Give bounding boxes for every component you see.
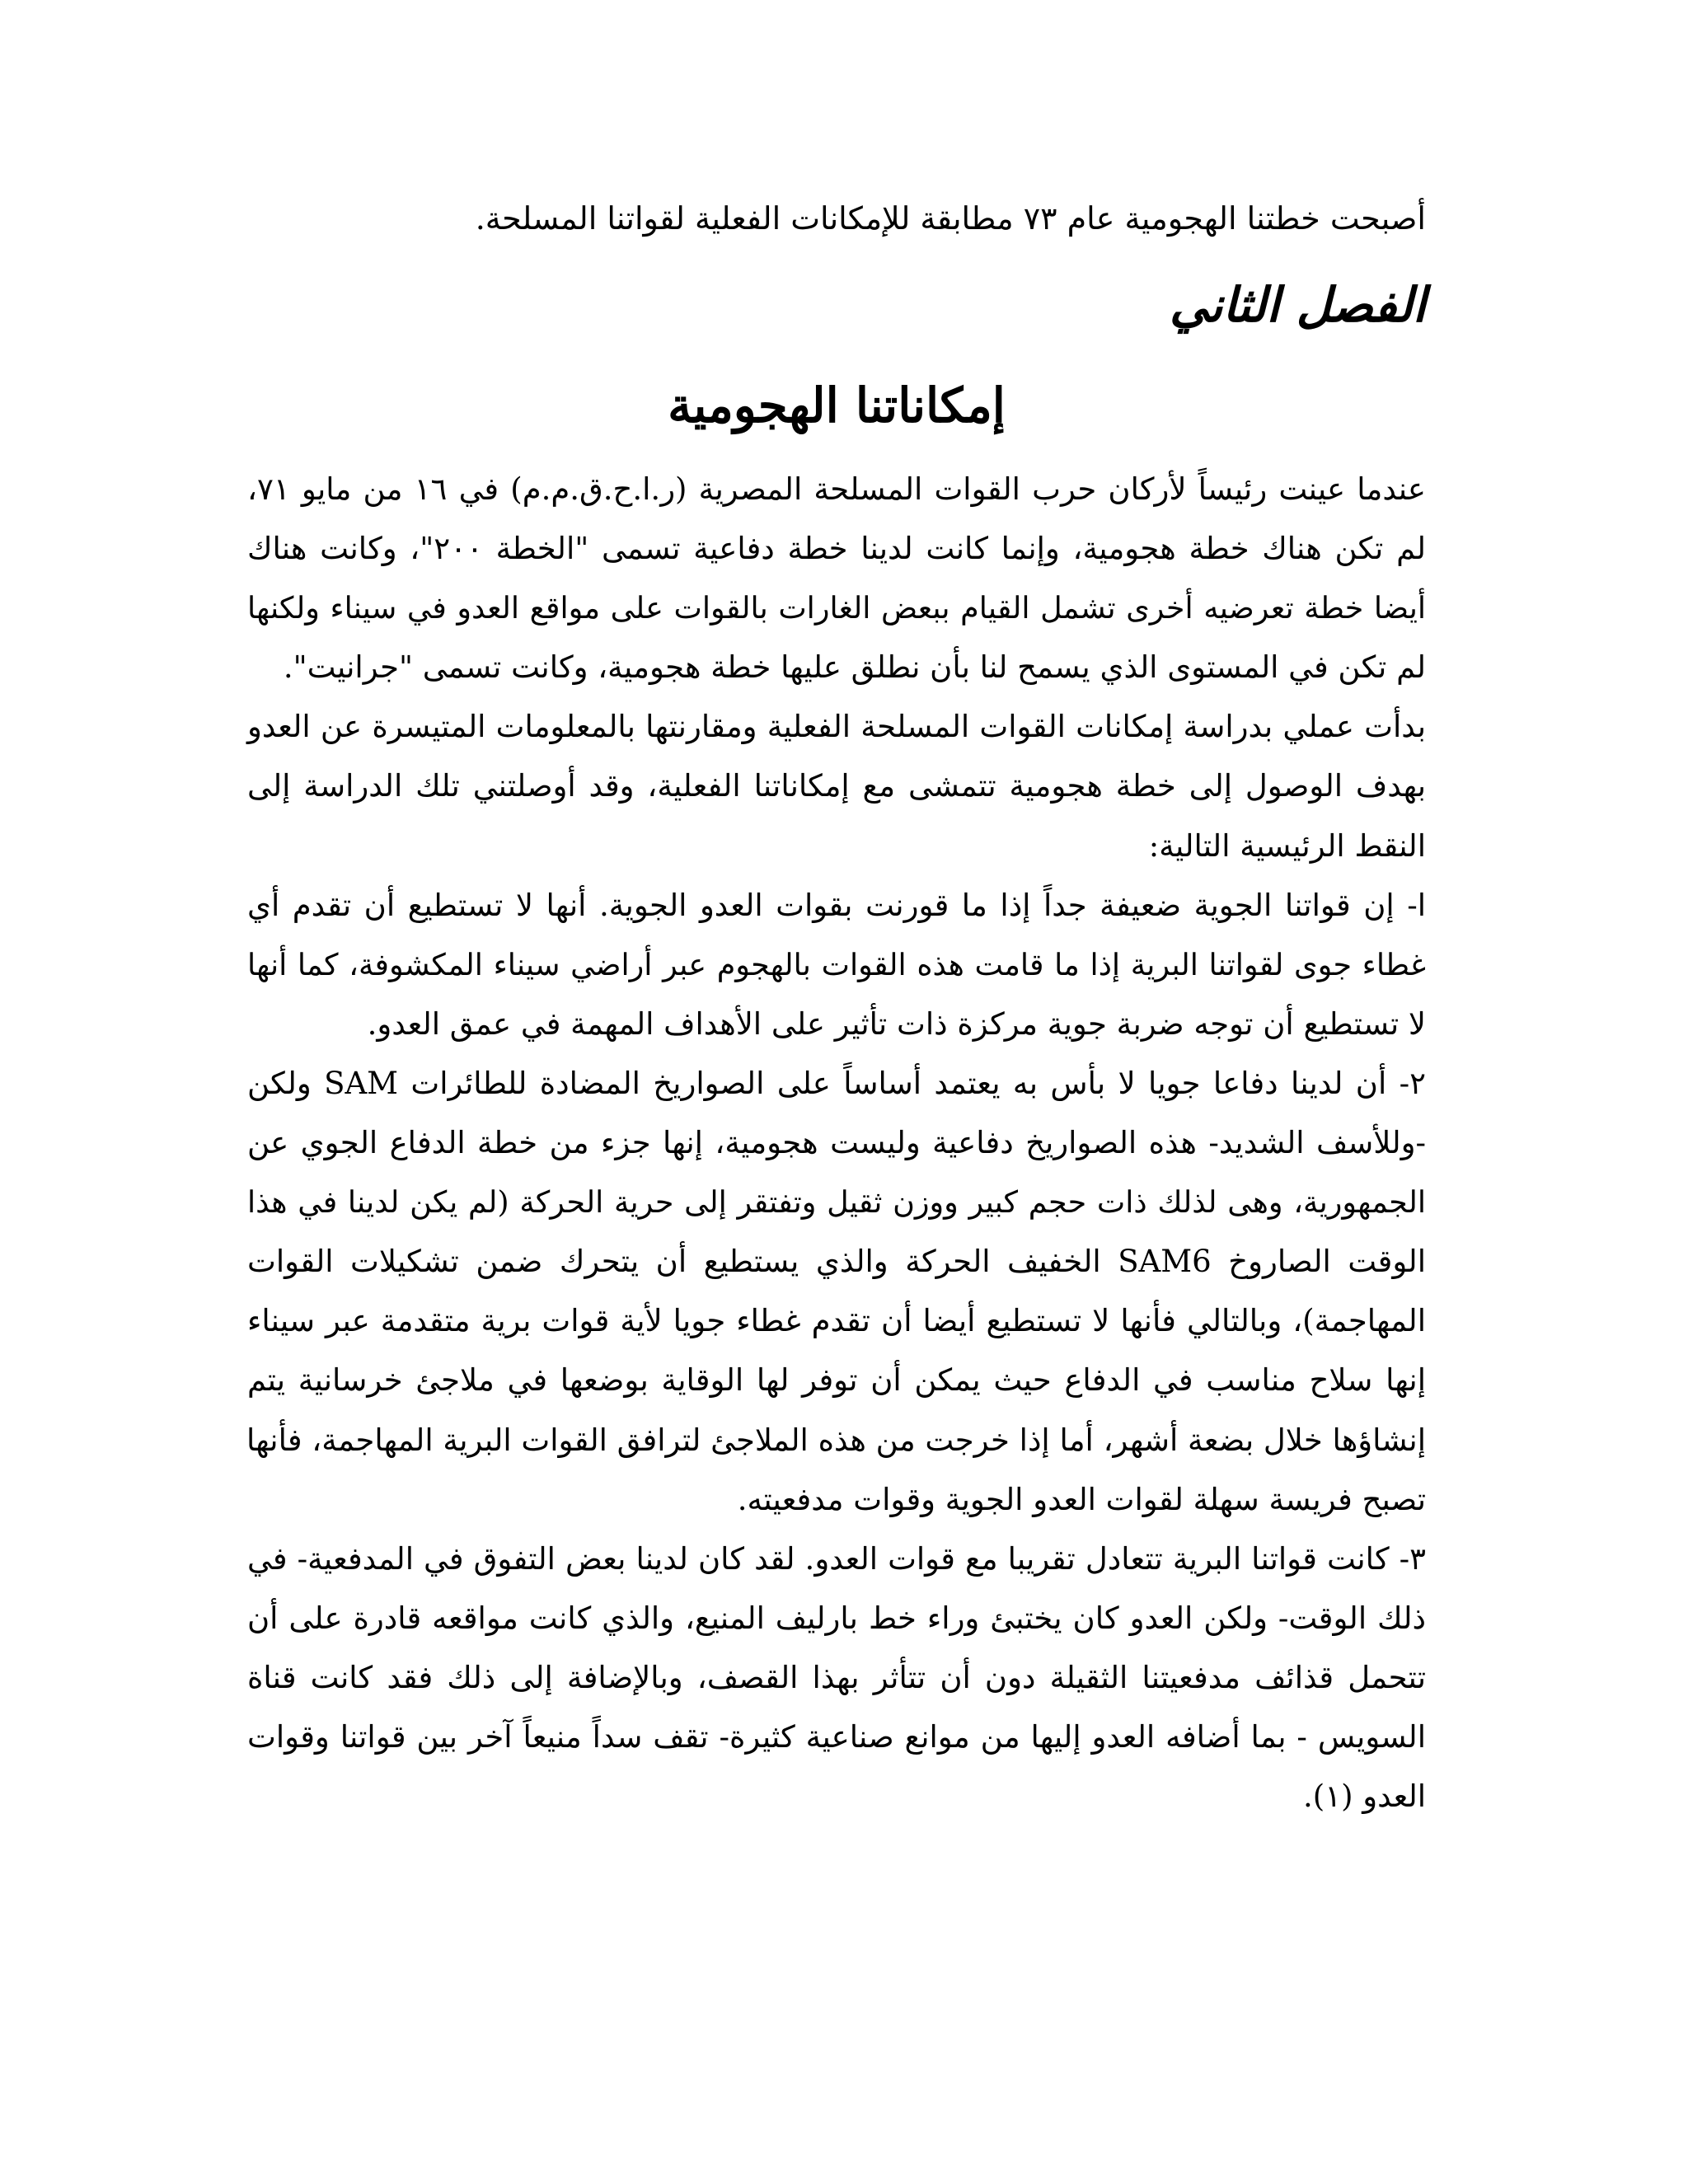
text-line: الوقت الصاروخ SAM6 الخفيف الحركة والذي يستطيع أن يتحرك ضمن تشكيلات القوات bbox=[247, 1244, 1426, 1280]
text-line: إنشاؤها خلال بضعة أشهر، أما إذا خرجت من هذه الملاجئ لترافق القوات البرية المهاجمة، فأنها bbox=[246, 1422, 1426, 1458]
text-line: عندما عينت رئيساً لأركان حرب القوات المسلحة المصرية (ر.ا.ح.ق.م.م) في ١٦ من مايو ٧١، bbox=[247, 471, 1426, 507]
chapter-title: الفصل الثاني bbox=[1170, 277, 1426, 333]
text-line: أيضا خطة تعرضيه أخرى تشمل القيام ببعض الغارات بالقوات على مواقع العدو في سيناء ولكنها bbox=[247, 590, 1426, 626]
text-line: -وللأسف الشديد- هذه الصواريخ دفاعية وليست هجومية، إنها جزء من خطة الدفاع الجوي عن bbox=[247, 1125, 1426, 1161]
text-line: غطاء جوى لقواتنا البرية إذا ما قامت هذه القوات بالهجوم عبر أراضي سيناء المكشوفة، كما أنها bbox=[247, 946, 1426, 982]
text-line: لم تكن هناك خطة هجومية، وإنما كانت لدينا خطة دفاعية تسمى "الخطة ٢٠٠"، وكانت هناك bbox=[247, 531, 1426, 567]
text-line: ذلك الوقت- ولكن العدو كان يختبئ وراء خط بارليف المنيع، والذي كانت مواقعه قادرة على أن bbox=[247, 1600, 1426, 1636]
intro-line: أصبحت خطتنا الهجومية عام ٧٣ مطابقة للإمكانات الفعلية لقواتنا المسلحة. bbox=[475, 200, 1426, 237]
text-line: ٢- أن لدينا دفاعا جويا لا بأس به يعتمد أساساً على الصواريخ المضادة للطائرات SAM ولكن bbox=[247, 1065, 1426, 1101]
text-line: بهدف الوصول إلى خطة هجومية تتمشى مع إمكاناتنا الفعلية، وقد أوصلتني تلك الدراسة إلى bbox=[247, 768, 1426, 804]
text-line: السويس - بما أضافه العدو إليها من موانع صناعية كثيرة- تقف سداً منيعاً آخر بين قواتنا وقوات bbox=[247, 1718, 1426, 1755]
text-line: بدأت عملي بدراسة إمكانات القوات المسلحة الفعلية ومقارنتها بالمعلومات المتيسرة عن العدو bbox=[247, 709, 1426, 745]
text-line: تتحمل قذائف مدفعيتنا الثقيلة دون أن تتأثر بهذا القصف، وبالإضافة إلى ذلك فقد كانت قناة bbox=[247, 1659, 1426, 1695]
text-line: لا تستطيع أن توجه ضربة جوية مركزة ذات تأثير على الأهداف المهمة في عمق العدو. bbox=[367, 1005, 1426, 1042]
text-line: لم تكن في المستوى الذي يسمح لنا بأن نطلق عليها خطة هجومية، وكانت تسمى "جرانيت". bbox=[283, 649, 1426, 686]
text-line: المهاجمة)، وبالتالي فأنها لا تستطيع أيضا أن تقدم غطاء جويا لأية قوات برية متقدمة عبر سيناء bbox=[247, 1303, 1426, 1339]
section-title: إمكاناتنا الهجومية bbox=[668, 377, 1006, 434]
text-line: النقط الرئيسية التالية: bbox=[1148, 827, 1426, 864]
text-line: إنها سلاح مناسب في الدفاع حيث يمكن أن توفر لها الوقاية بوضعها في ملاجئ خرسانية يتم bbox=[247, 1362, 1426, 1399]
text-line: ٣- كانت قواتنا البرية تتعادل تقريبا مع قوات العدو. لقد كان لدينا بعض التفوق في المدفعية- في bbox=[247, 1540, 1426, 1577]
body-text bbox=[247, 460, 1426, 1826]
text-line: الجمهورية، وهى لذلك ذات حجم كبير ووزن ثقيل وتفتقر إلى حرية الحركة (لم يكن لدينا في هذا bbox=[247, 1184, 1426, 1221]
text-line: ا- إن قواتنا الجوية ضعيفة جداً إذا ما قورنت بقوات العدو الجوية. أنها لا تستطيع أن تقدم أي bbox=[247, 887, 1426, 923]
text-line: تصبح فريسة سهلة لقوات العدو الجوية وقوات مدفعيته. bbox=[737, 1481, 1426, 1517]
text-line: العدو (١). bbox=[1303, 1779, 1426, 1815]
